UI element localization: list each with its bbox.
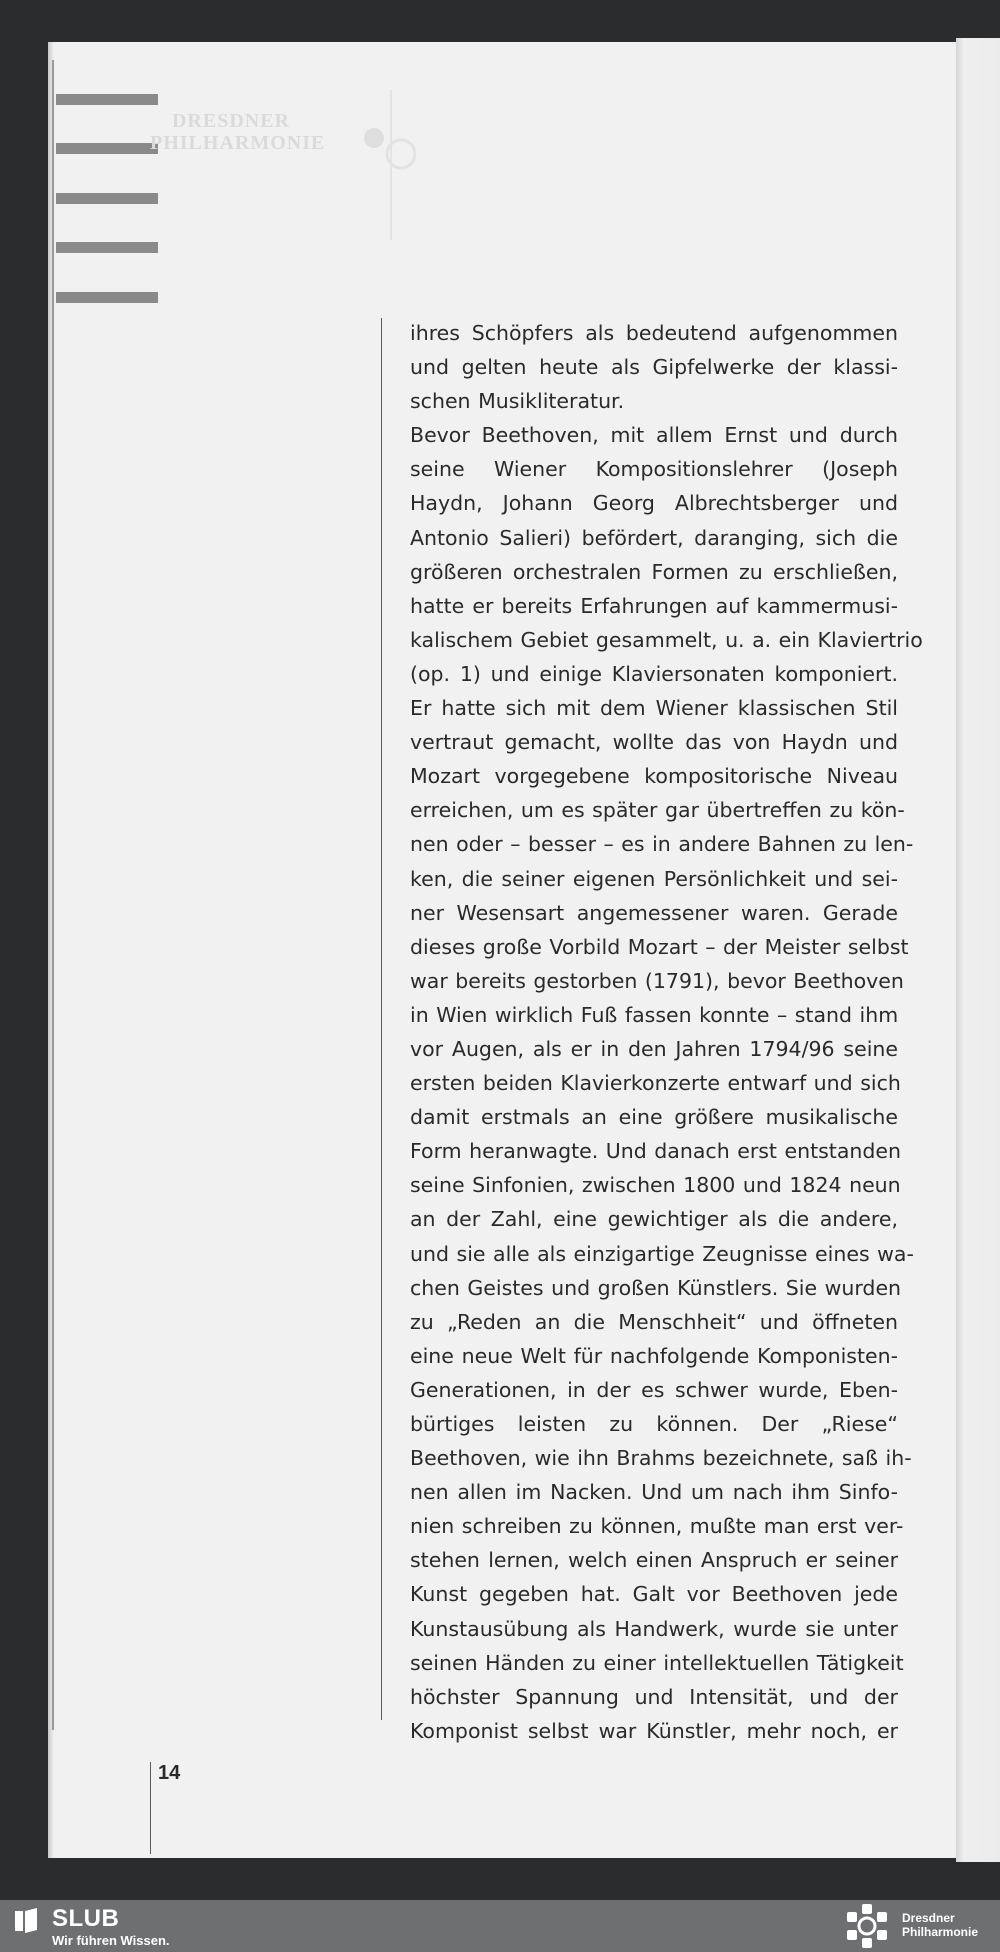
- show-through-logo-icon: [356, 124, 416, 174]
- body-text-line: war bereits gestorben (1791), bevor Beethoven: [410, 968, 904, 993]
- body-text: [410, 316, 923, 1748]
- body-text-line: Form heranwagte. Und danach erst entstanden: [410, 1139, 902, 1164]
- column-rule: [381, 318, 382, 1720]
- body-text-line: Mozart vorgegebene kompositorische Niveau: [410, 764, 898, 789]
- body-text-line: höchster Spannung und Intensität, und der: [410, 1684, 898, 1709]
- library-name: SLUB: [52, 1905, 120, 1932]
- body-text-line: Kunst gegeben hat. Galt vor Beethoven jede: [410, 1582, 898, 1607]
- body-text-line: vertraut gemacht, wollte das von Haydn und: [410, 730, 898, 755]
- body-text-line: nen allen im Nacken. Und um nach ihm Sinfo-: [410, 1480, 898, 1505]
- body-text-line: Beethoven, wie ihn Brahms bezeichnete, saß ih-: [410, 1446, 912, 1471]
- body-text-line: schen Musikliteratur.: [410, 389, 625, 414]
- body-text-line: ihres Schöpfers als bedeutend aufgenommen: [410, 321, 898, 345]
- body-text-line: chen Geistes und großen Künstlers. Sie wurden: [410, 1275, 902, 1300]
- body-text-line: Kunstausübung als Handwerk, wurde sie unter: [410, 1616, 898, 1641]
- footer-bar: [0, 1900, 1000, 1952]
- body-text-line: eine neue Welt für nachfolgende Komponisten-: [410, 1343, 898, 1368]
- register-tab: [56, 292, 158, 303]
- body-text-line: Komponist selbst war Künstler, mehr noch, er: [410, 1718, 898, 1743]
- body-text-line: ner Wesensart angemessener waren. Gerade: [410, 900, 898, 925]
- body-text-line: seine Wiener Kompositionslehrer (Joseph: [410, 457, 898, 482]
- body-text-line: und sie alle als einzigartige Zeugnisse eines wa-: [410, 1241, 914, 1266]
- body-text-line: hatte er bereits Erfahrungen auf kammermusi-: [410, 593, 898, 618]
- body-text-line: und gelten heute als Gipfelwerke der klassi-: [410, 355, 898, 380]
- body-text-line: Generationen, in der es schwer wurde, Eben-: [410, 1377, 898, 1402]
- body-text-line: erreichen, um es später gar übertreffen zu kön-: [410, 798, 905, 823]
- register-tab: [56, 143, 158, 154]
- partner-name-line: Dresdner: [902, 1911, 955, 1925]
- body-text-line: (op. 1) und einige Klaviersonaten komponiert.: [410, 661, 898, 686]
- next-page-edge: [956, 38, 1000, 1862]
- body-text-line: Bevor Beethoven, mit allem Ernst und durch: [410, 423, 898, 448]
- show-through-logo-line: DRESDNER: [171, 110, 290, 132]
- library-tagline: Wir führen Wissen.: [52, 1933, 170, 1948]
- body-text-line: Er hatte sich mit dem Wiener klassischen Stil: [410, 696, 898, 721]
- body-text-line: seinen Händen zu einer intellektuellen Tätigkeit: [410, 1650, 904, 1675]
- body-text-line: bürtiges leisten zu können. Der „Riese“: [410, 1412, 898, 1436]
- body-text-line: dieses große Vorbild Mozart – der Meister selbst: [410, 934, 909, 959]
- page-number-rule: [150, 1762, 151, 1854]
- show-through-rule: [390, 90, 392, 240]
- body-text-line: vor Augen, als er in den Jahren 1794/96 seine: [410, 1036, 898, 1061]
- register-tab: [56, 94, 158, 105]
- book-icon: [14, 1908, 38, 1934]
- philharmonie-logo-icon: [842, 1903, 892, 1949]
- body-text-line: ken, die seiner eigenen Persönlichkeit und sei-: [410, 866, 898, 891]
- body-text-line: seine Sinfonien, zwischen 1800 und 1824 neun: [410, 1173, 901, 1198]
- body-text-line: Haydn, Johann Georg Albrechtsberger und: [410, 491, 898, 516]
- body-text-line: nien schreiben zu können, mußte man erst ver-: [410, 1514, 904, 1539]
- show-through-logo-line: PHILHARMONIE: [150, 132, 326, 154]
- partner-name-line: Philharmonie: [902, 1925, 979, 1939]
- register-tab: [56, 242, 158, 253]
- body-text-line: an der Zahl, eine gewichtiger als die andere,: [410, 1207, 898, 1232]
- partner-name: [902, 1911, 978, 1939]
- show-through-logo: [150, 110, 326, 154]
- body-text-line: damit erstmals an eine größere musikalische: [410, 1105, 898, 1130]
- body-text-line: nen oder – besser – es in andere Bahnen zu len-: [410, 832, 914, 857]
- body-text-line: in Wien wirklich Fuß fassen konnte – stand ihm: [410, 1002, 899, 1027]
- body-text-line: zu „Reden an die Menschheit“ und öffneten: [410, 1309, 898, 1334]
- body-text-line: größeren orchestralen Formen zu erschließen,: [410, 559, 898, 584]
- body-text-line: kalischem Gebiet gesammelt, u. a. ein Klaviertrio: [410, 627, 923, 652]
- body-text-line: Antonio Salieri) befördert, daranging, sich die: [410, 525, 898, 550]
- body-text-line: stehen lernen, welch einen Anspruch er seiner: [410, 1548, 898, 1573]
- body-text-line: ersten beiden Klavierkonzerte entwarf und sich: [410, 1071, 901, 1096]
- binding-edge: [52, 60, 54, 1730]
- page-number: 14: [158, 1762, 181, 1784]
- register-tab: [56, 193, 158, 204]
